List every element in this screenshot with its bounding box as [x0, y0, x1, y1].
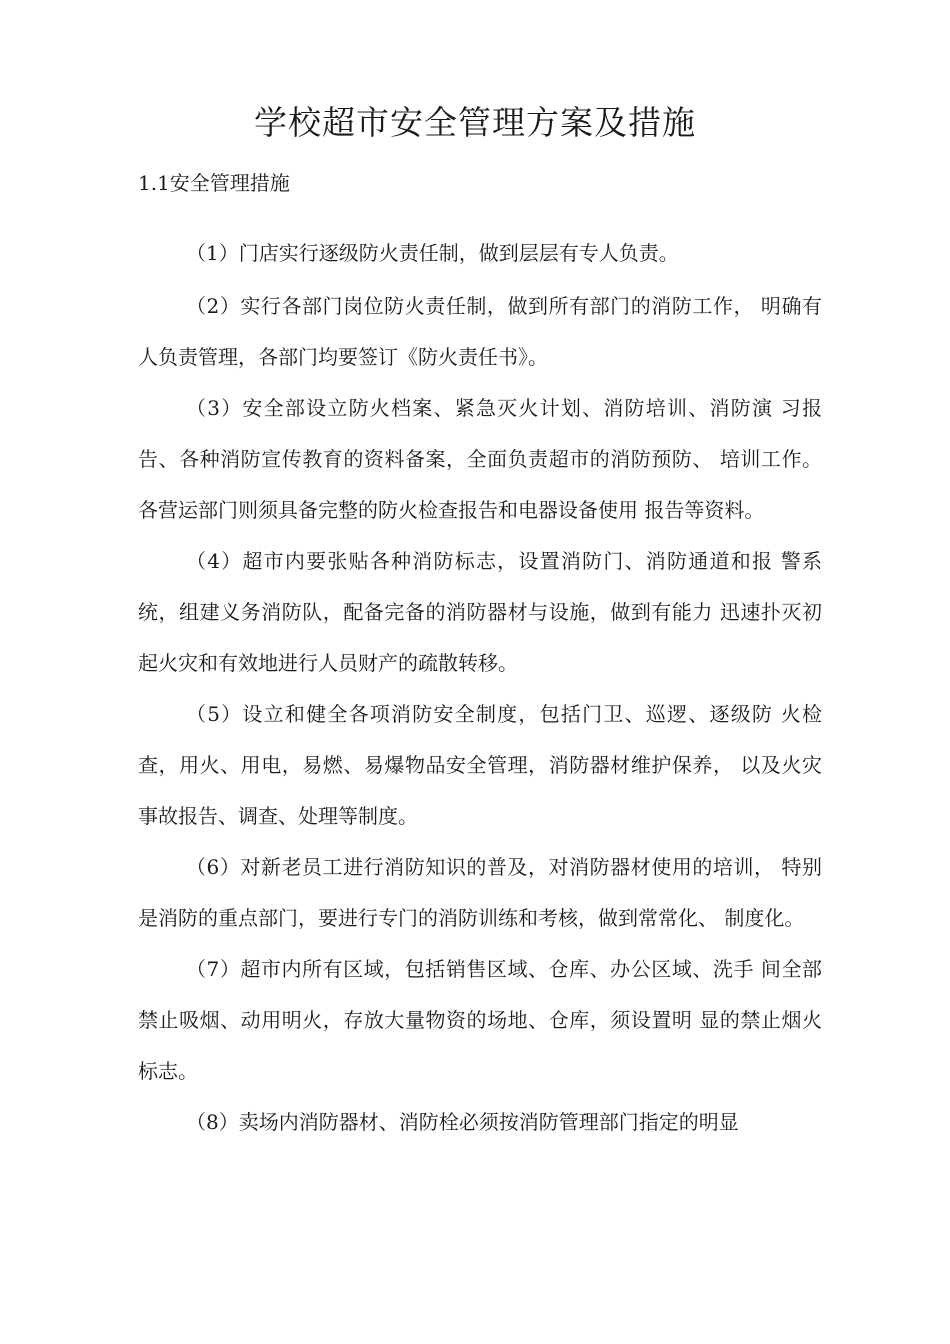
document-title: 学校超市安全管理方案及措施 — [254, 103, 696, 142]
paragraph-5: （5）设立和健全各项消防安全制度，包括门卫、巡逻、逐级防 火检查，用火、用电，易燃、易爆物品安全管理，消防器材维护保养， 以及火灾事故报告、调查、处理等制度。 — [138, 702, 822, 828]
paragraph-7: （7）超市内所有区域，包括销售区域、仓库、办公区域、洗手 间全部禁止吸烟、动用明火，存放大量物资的场地、仓库，须设置明 显的禁止烟火标志。 — [138, 957, 822, 1083]
paragraph-2: （2）实行各部门岗位防火责任制，做到所有部门的消防工作， 明确有人负责管理，各部门均要签订《防火责任书》。 — [138, 294, 822, 369]
section-heading: 1.1安全管理措施 — [138, 171, 290, 195]
paragraph-8: （8）卖场内消防器材、消防栓必须按消防管理部门指定的明显 — [186, 1110, 739, 1134]
paragraph-3: （3）安全部设立防火档案、紧急灭火计划、消防培训、消防演 习报告、各种消防宣传教育的资料备案，全面负责超市的消防预防、 培训工作。各营运部门则须具备完整的防火检查报告和电器设备使用 报告等资料。 — [138, 396, 822, 522]
paragraph-6: （6）对新老员工进行消防知识的普及，对消防器材使用的培训， 特别是消防的重点部门，要进行专门的消防训练和考核，做到常常化、 制度化。 — [138, 855, 822, 930]
paragraph-4: （4）超市内要张贴各种消防标志，设置消防门、消防通道和报 警系统，组建义务消防队，配备完备的消防器材与设施，做到有能力 迅速扑灭初起火灾和有效地进行人员财产的疏散转移。 — [138, 549, 822, 675]
paragraph-1: （1）门店实行逐级防火责任制，做到层层有专人负责。 — [186, 241, 679, 265]
document-body — [138, 228, 822, 1148]
